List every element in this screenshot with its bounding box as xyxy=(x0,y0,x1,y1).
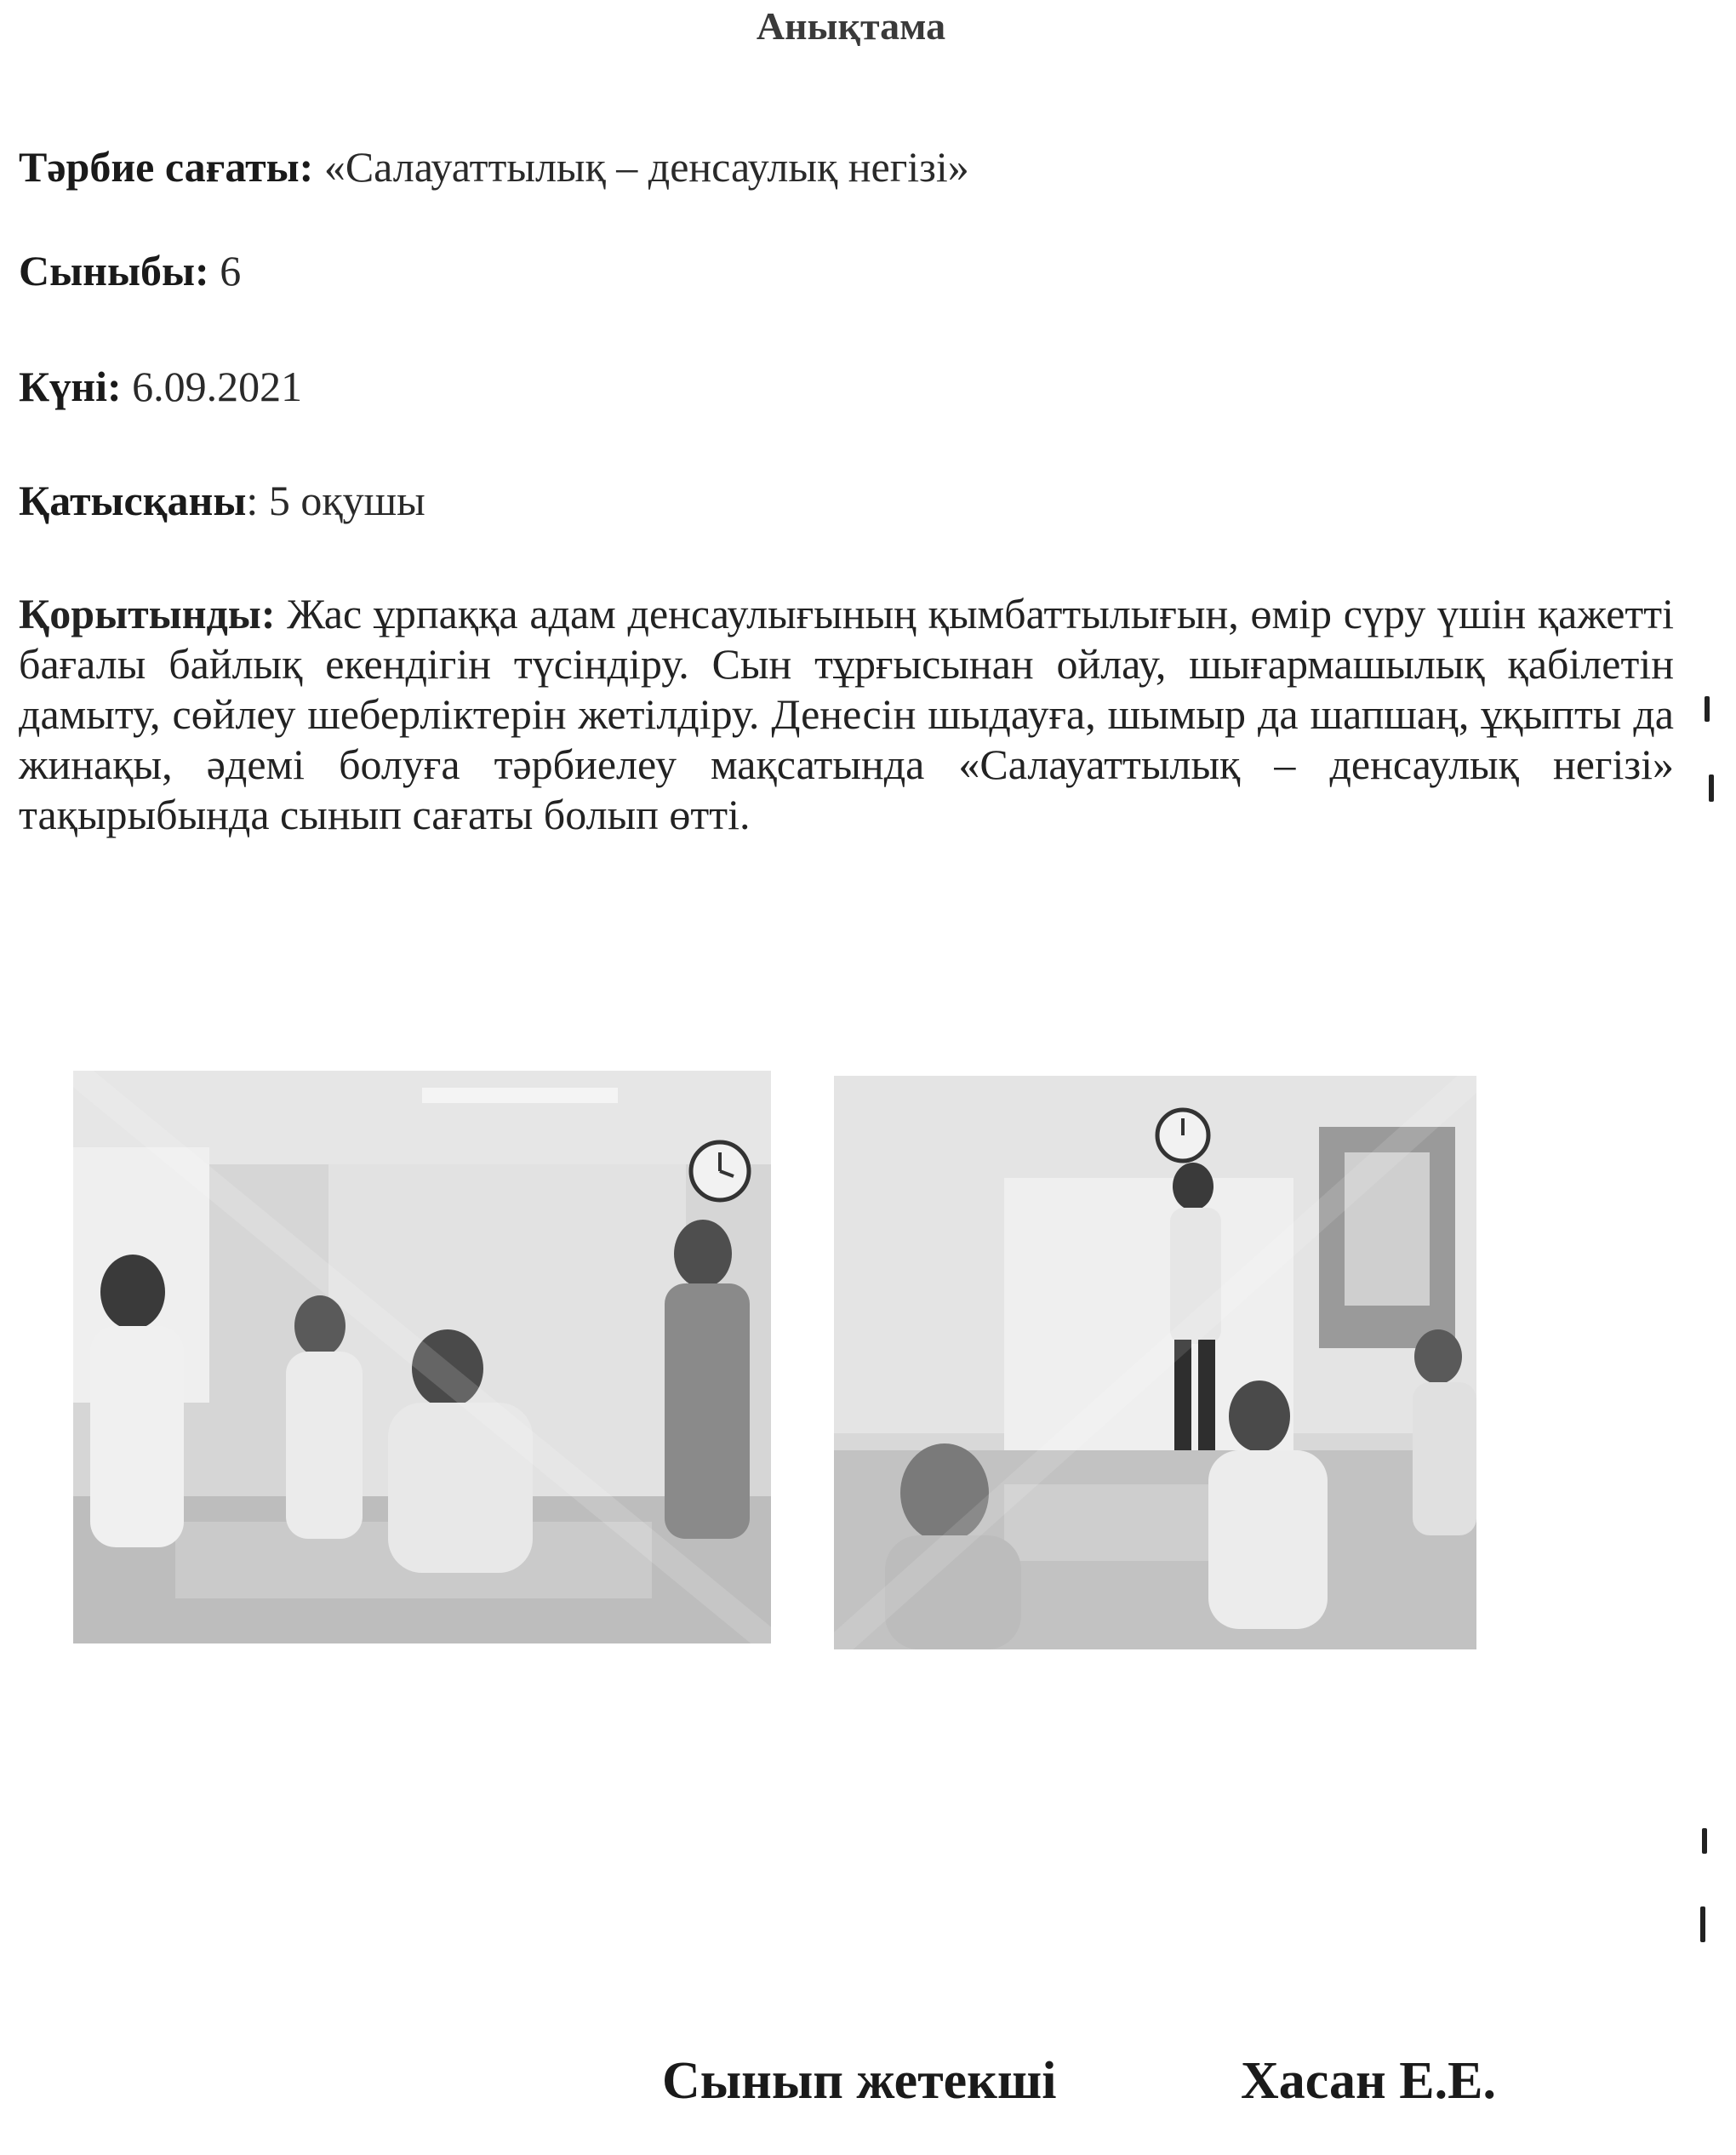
topic-label: Тәрбие сағаты: xyxy=(19,143,314,191)
document-title: Анықтама xyxy=(756,4,946,48)
date-field xyxy=(19,361,302,412)
date-value: 6.09.2021 xyxy=(121,363,303,410)
signature-role: Сынып жетекші xyxy=(662,2052,1057,2110)
scan-mark-2 xyxy=(1709,775,1714,802)
classroom-photo-2-image xyxy=(834,1076,1476,1649)
classroom-photo-1-image xyxy=(73,1071,771,1643)
class-label: Сыныбы: xyxy=(19,247,209,294)
participants-field xyxy=(19,475,425,526)
conclusion-label: Қорытынды: xyxy=(19,590,276,637)
class-value: 6 xyxy=(208,247,242,294)
classroom-photo-1 xyxy=(73,1071,771,1643)
participants-label: Қатысқаны xyxy=(19,477,247,524)
date-label: Күні: xyxy=(19,363,122,410)
conclusion-paragraph xyxy=(19,589,1674,840)
class-field xyxy=(19,245,241,296)
scan-mark-4 xyxy=(1700,1906,1705,1942)
classroom-photo-2 xyxy=(834,1076,1476,1649)
scan-mark-3 xyxy=(1702,1828,1707,1854)
scan-mark-1 xyxy=(1705,696,1710,722)
topic-value: «Салауаттылық – денсаулық негізі» xyxy=(313,143,969,191)
signature-name: Хасан Е.Е. xyxy=(1241,2052,1496,2110)
participants-value: : 5 оқушы xyxy=(246,477,425,524)
conclusion-text: Жас ұрпаққа адам денсаулығының қымбаттылығын, өмір сүру үшін қажетті бағалы байлық екендігін түсіндіру. Сын тұрғысынан ойлау, шығармашылық қабілетін дамыту, сөйлеу шеберліктерін жетілдіру. Денесін шыдауға, шымыр да шапшаң, ұқыпты да жинақы, әдемі болуға тәрбиелеу мақсатында «Салауаттылық – денсаулық негізі» тақырыбында сынып сағаты болып өтті. xyxy=(19,590,1674,838)
topic-field xyxy=(19,141,969,192)
